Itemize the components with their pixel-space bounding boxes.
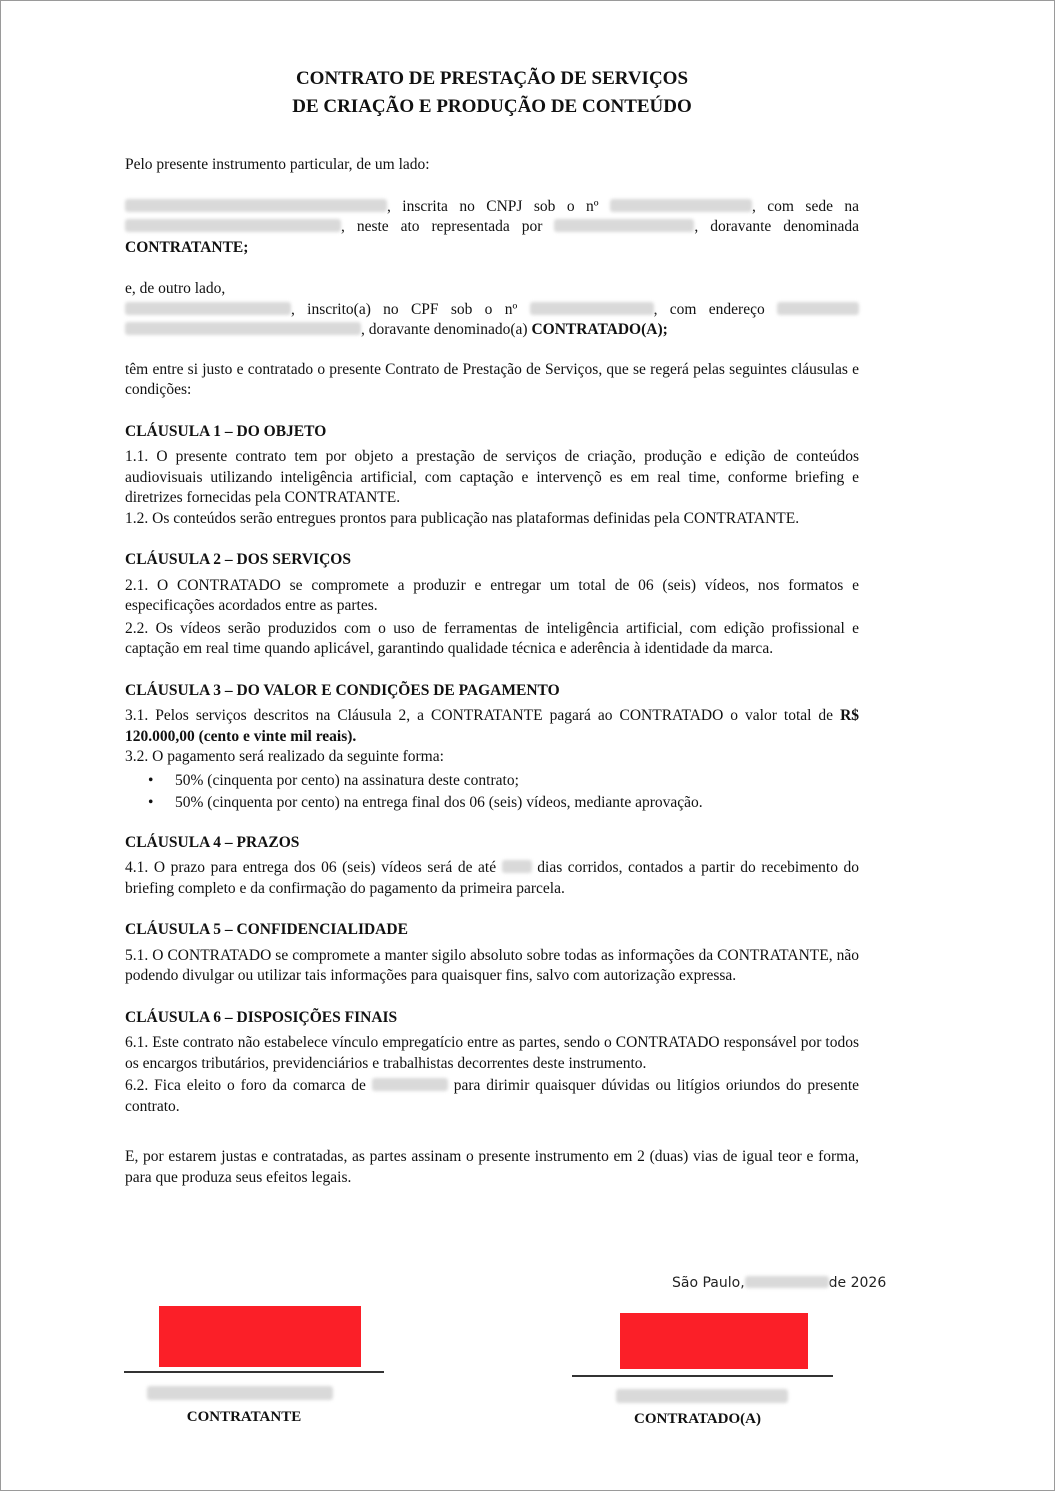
clause-1-1: 1.1. O presente contrato tem por objeto a prestação de serviços de criação, produção e edição de conteúdos audiovisuais utilizando inteligência artificial, com captação e intervençõ es em real time, conforme briefing e diretrizes fornecidas pela CONTRATANTE. (125, 448, 859, 506)
contract-body (125, 65, 859, 1188)
clause-2-2: 2.2. Os vídeos serão produzidos com o uso de ferramentas de inteligência artificial, com edição profissional e captação em real time quando aplicável, garantindo qualidade técnica e aderência à identidade da marca. (125, 619, 859, 657)
redacted-address-2 (125, 322, 361, 335)
clause-2-heading: CLÁUSULA 2 – DOS SERVIÇOS (125, 551, 351, 568)
clause-5-1: 5.1. O CONTRATADO se compromete a manter sigilo absoluto sobre todas as informações da CONTRATANTE, não podendo divulgar ou utilizar tais informações para quaisquer fins, salvo com autorização expressa. (125, 946, 859, 984)
role-contratado: CONTRATADO(A); (531, 321, 668, 338)
redacted-cnpj (610, 199, 752, 212)
redacted-signature-contratado (620, 1313, 808, 1369)
list-item: • 50% (cinquenta por cento) na entrega final dos 06 (seis) vídeos, mediante aprovação. (175, 792, 859, 814)
redacted-signer-name-contratante (147, 1386, 333, 1400)
party-contratado: , inscrito(a) no CPF sob o nº , com endereço , doravante denominado(a) CONTRATADO(A); (125, 300, 859, 341)
signature-label-contratante: CONTRATANTE (186, 1409, 302, 1425)
contract-title (125, 65, 859, 121)
signature-line-contratado (572, 1375, 833, 1377)
clause-6-heading: CLÁUSULA 6 – DISPOSIÇÕES FINAIS (125, 1008, 398, 1026)
redacted-days (502, 860, 532, 873)
clause-5-heading: CLÁUSULA 5 – CONFIDENCIALIDADE (125, 921, 408, 938)
redacted-company-name (125, 199, 387, 212)
payment-list (125, 770, 859, 814)
place-year: de 2026 (828, 1275, 887, 1291)
redacted-comarca (372, 1078, 448, 1091)
redacted-signature-contratante (159, 1306, 361, 1367)
party-contratante: , inscrita no CNPJ sob o nº , com sede na , neste ato representada por , doravante denominada CONTRATANTE; (125, 197, 860, 256)
place-date (672, 1275, 886, 1291)
clause-2-1: 2.1. O CONTRATADO se compromete a produzir e entregar um total de 06 (seis) vídeos, nos formatos e especificações acordados entre as partes. (125, 576, 859, 614)
clause-6-2: 6.2. Fica eleito o foro da comarca de para dirimir quaisquer dúvidas ou litígios oriundos do presente contrato. (125, 1077, 860, 1115)
redacted-person-name (125, 302, 291, 315)
clause-3-2: 3.2. O pagamento será realizado da seguinte forma: (125, 748, 444, 765)
clause-3-heading: CLÁUSULA 3 – DO VALOR E CONDIÇÕES DE PAGAMENTO (125, 681, 560, 699)
place-city: São Paulo, (672, 1275, 745, 1291)
clause-1-heading: CLÁUSULA 1 – DO OBJETO (125, 422, 327, 440)
closing-text: E, por estarem justas e contratadas, as partes assinam o presente instrumento em 2 (duas) vias de igual teor e forma, para que produza seus efeitos legais. (125, 1148, 859, 1186)
contract-value: R$ 120.000,00 (cento e vinte mil reais). (125, 707, 860, 745)
clause-6-1: 6.1. Este contrato não estabelece vínculo empregatício entre as partes, sendo o CONTRATADO responsável por todos os encargos tributários, previdenciários e trabalhistas decorrentes deste instrumento. (125, 1034, 859, 1072)
redacted-representative (554, 219, 694, 232)
clause-1-2: 1.2. Os conteúdos serão entregues prontos para publicação nas plataformas definidas pela CONTRATANTE. (125, 509, 800, 527)
role-contratante: CONTRATANTE; (125, 238, 249, 256)
signature-label-contratado: CONTRATADO(A) (634, 1411, 761, 1427)
redacted-address-1 (777, 302, 859, 315)
title-line-2: DE CRIAÇÃO E PRODUÇÃO DE CONTEÚDO (292, 96, 692, 117)
preamble-text: têm entre si justo e contratado o presente Contrato de Prestação de Serviços, que se regerá pelas seguintes cláusulas e condições: (125, 360, 859, 398)
redacted-signer-name-contratado (616, 1389, 788, 1403)
list-item: • 50% (cinquenta por cento) na assinatura deste contrato; (175, 770, 859, 792)
title-line-1: CONTRATO DE PRESTAÇÃO DE SERVIÇOS (295, 68, 689, 89)
party2-lead: e, de outro lado, (125, 280, 226, 297)
redacted-company-address (125, 219, 341, 232)
redacted-cpf (530, 302, 654, 315)
signature-line-contratante (124, 1371, 384, 1373)
intro-text: Pelo presente instrumento particular, de um lado: (125, 156, 430, 173)
redacted-date (745, 1276, 829, 1288)
clause-3-1: 3.1. Pelos serviços descritos na Cláusula 2, a CONTRATANTE pagará ao CONTRATADO o valor total de R$ 120.000,00 (cento e vinte mil reais). (125, 707, 860, 745)
clause-4-heading: CLÁUSULA 4 – PRAZOS (125, 833, 300, 851)
clause-4-1: 4.1. O prazo para entrega dos 06 (seis) vídeos será de até dias corridos, contados a partir do recebimento do briefing completo e da confirmação do pagamento da primeira parcela. (125, 859, 860, 897)
